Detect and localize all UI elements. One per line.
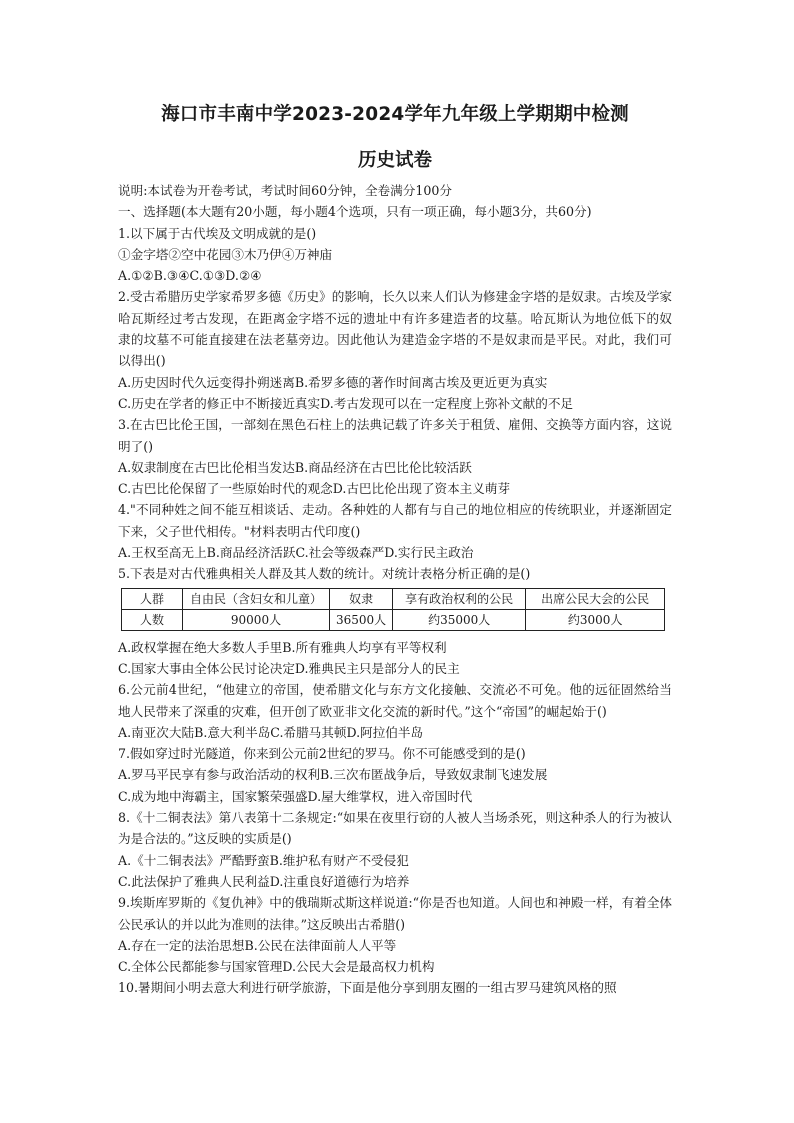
question-options-cd: C.历史在学者的修正中不断接近真实D.考古发现可以在一定程度上弥补文献的不足 [118,395,574,411]
table-header-cell: 享有政治权利的公民 [393,588,526,609]
table-cell: 约3000人 [526,609,665,630]
question-items: ①金字塔②空中花园③木乃伊④万神庙 [118,246,333,262]
question-options: A.南亚次大陆B.意大利半岛C.希腊马其顿D.阿拉伯半岛 [118,724,424,740]
question-6 [118,679,672,743]
question-options-cd: C.此法保护了雅典人民利益D.注重良好道德行为培养 [118,873,410,889]
question-stem: 4."不同种姓之间不能互相谈话、走动。各种姓的人都有与自己的地位相应的传统职业，并逐渐固定下来，父子世代相传。"材料表明古代印度() [118,502,672,539]
question-stem: 3.在古巴比伦王国，一部刻在黑色石柱上的法典记载了许多关于租赁、雇佣、交换等方面内容，这说明了() [118,417,672,454]
question-stem: 10.暑期间小明去意大利进行研学旅游，下面是他分享到朋友圈的一组古罗马建筑风格的照 [118,980,617,996]
table-cell: 约35000人 [393,609,526,630]
question-options-ab: A.奴隶制度在古巴比伦相当发达B.商品经济在古巴比伦比较活跃 [118,459,472,475]
question-stem: 6.公元前4世纪，“他建立的帝国，使希腊文化与东方文化接触、交流必不可免。他的远征固然给当地人民带来了深重的灾难，但开创了欧亚非文化交流的新时代。”这个“帝国”的崛起始于() [118,682,672,719]
table-row [122,609,665,630]
question-5 [118,563,672,679]
question-8 [118,807,672,892]
question-2 [118,286,672,414]
question-options: A.①②B.③④C.①③D.②④ [118,268,262,284]
question-options: A.王权至高无上B.商品经济活跃C.社会等级森严D.实行民主政治 [118,545,474,561]
table-header-cell: 出席公民大会的公民 [526,588,665,609]
table-header-cell: 人群 [122,588,183,609]
question-options-ab: A.存在一定的法治思想B.公民在法律面前人人平等 [118,937,397,953]
question-stem: 1.以下属于古代埃及文明成就的是() [118,225,317,241]
question-options-cd: C.古巴比伦保留了一些原始时代的观念D.古巴比伦出现了资本主义萌芽 [118,481,511,497]
table-header-cell: 奴隶 [330,588,393,609]
table-header-cell: 自由民（含妇女和儿童） [183,588,330,609]
page-subtitle: 历史试卷 [357,150,432,171]
question-10 [118,977,672,998]
instructions: 说明:本试卷为开卷考试，考试时间60分钟，全卷满分100分 [118,183,452,198]
question-options-cd: C.全体公民都能参与国家管理D.公民大会是最高权力机构 [118,959,435,975]
question-options-ab: A.《十二铜表法》严酷野蛮B.维护私有财产不受侵犯 [118,852,409,868]
question-options-ab: A.罗马平民享有参与政治活动的权利B.三次布匿战争后，导致奴隶制飞速发展 [118,767,548,783]
question-stem: 5.下表是对古代雅典相关人群及其人数的统计。对统计表格分析正确的是() [118,566,531,582]
question-options-cd: C.成为地中海霸主，国家繁荣强盛D.屋大维掌权，进入帝国时代 [118,788,473,804]
table-header-row [122,588,665,609]
question-stem: 7.假如穿过时光隧道，你来到公元前2世纪的罗马。你不可能感受到的是() [118,746,526,762]
table-cell: 90000人 [183,609,330,630]
question-stem: 9.埃斯库罗斯的《复仇神》中的俄瑞斯忒斯这样说道:“你是否也知道。人间也和神殿一样，有着全体公民承认的并以此为准则的法律。”这反映出古希腊() [118,895,672,932]
table-cell: 人数 [122,609,183,630]
question-4 [118,499,672,563]
question-7 [118,743,672,807]
question-9 [118,892,672,977]
question-1 [118,223,672,287]
page-title: 海口市丰南中学2023-2024学年九年级上学期期中检测 [161,104,629,125]
section-heading: 一、选择题(本大题有20小题，每小题4个选项，只有一项正确，每小题3分，共60分) [118,204,592,220]
question-options-ab: A.历史因时代久远变得扑朔迷离B.希罗多德的著作时间离古埃及更近更为真实 [118,374,548,390]
statistics-table [121,588,665,631]
question-3 [118,414,672,499]
question-options-cd: C.国家大事由全体公民讨论决定D.雅典民主只是部分人的民主 [118,660,460,676]
table-cell: 36500人 [330,609,393,630]
question-stem: 8.《十二铜表法》第八表第十二条规定:“如果在夜里行窃的人被人当场杀死，则这种杀人的行为被认为是合法的。”这反映的实质是() [118,810,672,847]
question-options-ab: A.政权掌握在绝大多数人手里B.所有雅典人均享有平等权利 [118,639,447,655]
question-stem: 2.受古希腊历史学家希罗多德《历史》的影响，长久以来人们认为修建金字塔的是奴隶。古埃及学家哈瓦斯经过考古发现，在距离金字塔不远的遗址中有许多建造者的坟墓。哈瓦斯认为地位低下的奴隶的坟墓不可能直接建在法老墓旁边。因此他认为建造金字塔的不是奴隶而是平民。对此，我们可以得出() [118,289,672,369]
